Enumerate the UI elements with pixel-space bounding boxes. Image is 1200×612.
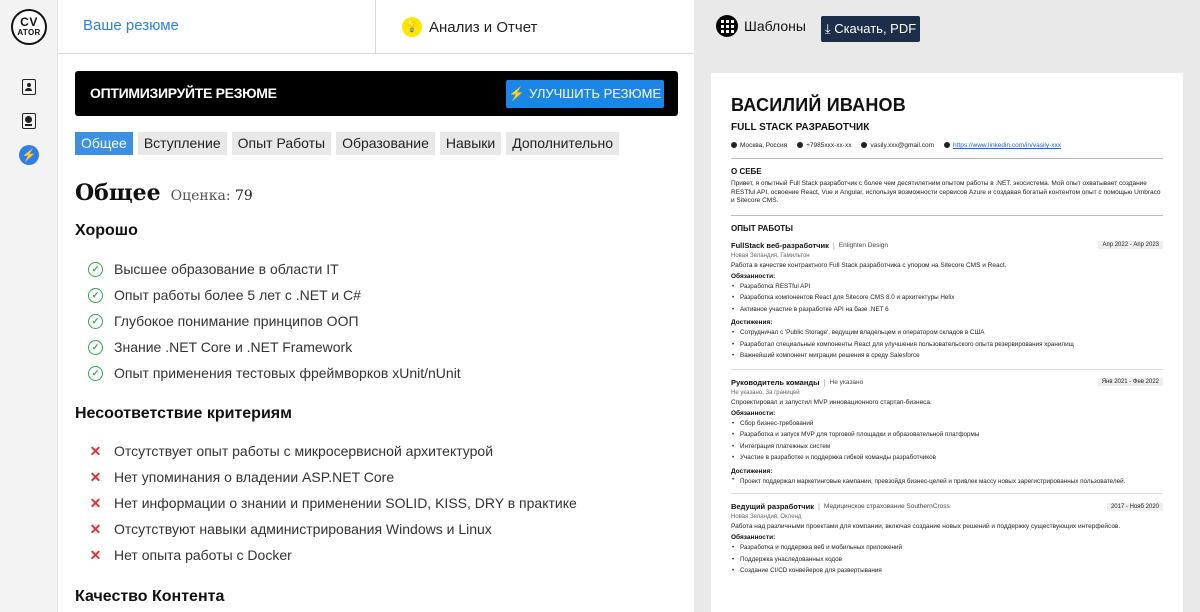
list-item: • Разработка компонентов React для Sitecore CMS 8.0 и архитектуры Helix bbox=[731, 292, 1163, 304]
check-circle-icon: ✓ bbox=[88, 288, 103, 303]
list-item bbox=[88, 542, 577, 568]
section-header bbox=[75, 180, 253, 206]
mismatch-item-text: Отсутствует опыт работы с микросервисной архитектурой bbox=[114, 443, 494, 459]
linkedin-icon bbox=[944, 142, 950, 148]
category-tabs bbox=[75, 132, 619, 156]
job-description: Работа над различными проектами для компании, включая создание новых решений и поддержку существующих интерфейсов. bbox=[731, 523, 1121, 530]
banner-title: ОПТИМИЗИРУЙТЕ РЕЗЮМЕ bbox=[90, 85, 277, 101]
location-icon bbox=[731, 142, 737, 148]
templates-button[interactable] bbox=[716, 15, 806, 37]
good-item-text: Знание .NET Core и .NET Framework bbox=[114, 339, 353, 355]
score-label: Оценка: bbox=[170, 188, 231, 204]
list-item: • Создание CI/CD конвейеров для развертывания bbox=[731, 565, 1163, 577]
cvator-logo[interactable] bbox=[11, 9, 47, 45]
check-circle-icon: ✓ bbox=[88, 314, 103, 329]
job-separator: | bbox=[823, 377, 826, 387]
check-circle-icon: ✓ bbox=[88, 366, 103, 381]
list-item: • Разработка и поддержка веб и мобильных приложений bbox=[731, 542, 1163, 554]
cv-email bbox=[861, 142, 934, 149]
resume-preview bbox=[711, 73, 1183, 612]
list-item bbox=[88, 308, 461, 334]
cv-name: ВАСИЛИЙ ИВАНОВ bbox=[731, 95, 906, 115]
score-value: 79 bbox=[235, 188, 253, 204]
cv-contacts bbox=[731, 142, 1163, 149]
cv-linkedin[interactable] bbox=[944, 142, 1061, 149]
job-duties-label: Обязанности: bbox=[731, 534, 776, 541]
tab-skills[interactable]: Навыки bbox=[440, 132, 501, 155]
preview-panel bbox=[694, 0, 1200, 612]
list-item bbox=[88, 360, 461, 386]
content-quality-heading: Качество Контента bbox=[75, 588, 225, 605]
cv-role: FULL STACK РАЗРАБОТЧИК bbox=[731, 122, 870, 133]
lightbulb-icon: 💡 bbox=[402, 17, 422, 37]
list-item: • Сбор бизнес-требований bbox=[731, 418, 1163, 430]
cross-icon: ✕ bbox=[89, 468, 102, 485]
job-company: Медицинское страхование SouthernCross bbox=[823, 503, 950, 510]
tab-your-resume[interactable]: Ваше резюме bbox=[58, 0, 376, 54]
good-item-text: Опыт применения тестовых фреймворков xUnit/nUnit bbox=[114, 365, 461, 381]
download-icon: ⤓ bbox=[824, 21, 831, 36]
list-item: • Активное участие в разработке API на базе .NET 6 bbox=[731, 304, 1163, 316]
top-tab-bar bbox=[58, 0, 694, 54]
cv-job bbox=[731, 502, 1163, 577]
mismatch-list bbox=[88, 438, 577, 568]
list-item: • Важнейший компонент миграции решения в среду Salesforce bbox=[731, 350, 1163, 362]
good-item-text: Высшее образование в области IT bbox=[114, 261, 339, 277]
job-location: Новая Зеландия, Гамильтон bbox=[731, 252, 810, 259]
list-item bbox=[88, 282, 461, 308]
job-achievements-label: Достижения: bbox=[731, 319, 773, 326]
mismatch-item-text: Нет информации о знании и применении SOLID, KISS, DRY в практике bbox=[114, 495, 577, 511]
cross-icon: ✕ bbox=[89, 442, 102, 459]
good-list bbox=[88, 256, 461, 386]
cv-job bbox=[731, 378, 1163, 495]
list-item bbox=[88, 464, 577, 490]
good-item-text: Глубокое понимание принципов ООП bbox=[114, 313, 359, 329]
list-item: • Интеграция платежных систем bbox=[731, 441, 1163, 453]
tab-general[interactable]: Общее bbox=[75, 132, 133, 155]
job-location: Новая Зеландия, Окленд bbox=[731, 514, 802, 520]
check-circle-icon: ✓ bbox=[88, 262, 103, 277]
divider bbox=[731, 493, 1163, 494]
rail-bolt-button[interactable] bbox=[19, 145, 39, 165]
tab-introduction[interactable]: Вступление bbox=[138, 132, 227, 155]
cv-job bbox=[731, 241, 1163, 370]
tab-analysis-report[interactable] bbox=[376, 0, 694, 54]
list-item bbox=[88, 256, 461, 282]
list-item: • Разработал специальные компоненты React для улучшения пользовательского опыта резервирования хранилищ bbox=[731, 339, 1163, 351]
cross-icon: ✕ bbox=[89, 520, 102, 537]
check-circle-icon: ✓ bbox=[88, 340, 103, 355]
list-item: • Проект поддержал маркетинговые кампании, превзойдя бизнес-целей и привлек массу новых зарегистрированных пользователей. bbox=[731, 476, 1163, 487]
document-icon bbox=[22, 113, 36, 129]
divider bbox=[731, 158, 1163, 159]
list-item bbox=[88, 334, 461, 360]
cv-location-text: Москва, Россия bbox=[740, 142, 788, 149]
phone-icon bbox=[797, 142, 803, 148]
rail-document-button[interactable] bbox=[19, 111, 39, 131]
job-achievements bbox=[731, 327, 1163, 362]
mismatch-item-text: Отсутствуют навыки администрирования Windows и Linux bbox=[114, 521, 492, 537]
job-separator: | bbox=[818, 502, 820, 511]
optimize-banner bbox=[75, 71, 678, 116]
job-duties bbox=[731, 281, 1163, 316]
mismatch-item-text: Нет упоминания о владении ASP.NET Core bbox=[114, 469, 395, 485]
job-header bbox=[731, 378, 1163, 387]
cv-phone-text: +7985xxx-xx-xx bbox=[806, 142, 852, 149]
job-description: Спроектировал и запустил MVP инновационного стартап-бизнеса. bbox=[731, 398, 932, 406]
job-dates: Янв 2021 - Фев 2022 bbox=[1098, 378, 1163, 386]
contact-icon bbox=[22, 79, 36, 95]
job-separator: | bbox=[832, 240, 835, 250]
job-company: Enlighten Design bbox=[838, 241, 888, 249]
improve-resume-button[interactable] bbox=[506, 80, 664, 108]
bolt-icon: ⚡ bbox=[19, 145, 39, 165]
cv-location bbox=[731, 142, 787, 149]
rail-contact-button[interactable] bbox=[19, 77, 39, 97]
cv-email-text: vasily.xxx@gmail.com bbox=[870, 142, 935, 149]
job-duties-label: Обязанности: bbox=[731, 409, 776, 417]
improve-resume-label: УЛУЧШИТЬ РЕЗЮМЕ bbox=[529, 86, 662, 101]
download-label: Скачать, PDF bbox=[834, 21, 917, 36]
cv-experience-heading: ОПЫТ РАБОТЫ bbox=[731, 223, 794, 233]
cross-icon: ✕ bbox=[89, 546, 102, 563]
cv-phone bbox=[797, 142, 851, 149]
job-dates: 2017 - Нояб 2020 bbox=[1107, 503, 1163, 511]
grid-icon bbox=[716, 15, 738, 37]
cv-about-text: Привет, я опытный Full Stack разработчик с более чем десятилетним опытом работы в .NET. экосистема. Мой опыт охватывает создание RESTful API, освоение React, Vue и Angular, используя возможности сервисов Azure и создавая богатый контентом опыт с помощью Umbraco и Sitecore CMS. bbox=[731, 180, 1161, 204]
left-rail bbox=[0, 0, 58, 612]
job-header bbox=[731, 241, 1163, 250]
job-title: Ведущий разработчик bbox=[731, 502, 814, 511]
tab-analysis-label: Анализ и Отчет bbox=[429, 18, 538, 36]
email-icon bbox=[861, 142, 867, 148]
divider bbox=[731, 369, 1163, 370]
section-title: Общее bbox=[75, 180, 161, 206]
bolt-icon: ⚡ bbox=[508, 86, 525, 101]
job-title: FullStack веб-разработчик bbox=[731, 240, 829, 250]
list-item: • Участие в разработке и поддержка гибкой команды разработчиков bbox=[731, 452, 1163, 464]
job-achievements bbox=[731, 476, 1163, 487]
analysis-panel bbox=[58, 54, 694, 612]
score bbox=[171, 188, 253, 204]
job-company: Не указано bbox=[829, 378, 864, 386]
divider bbox=[731, 215, 1163, 216]
list-item bbox=[88, 438, 577, 464]
list-item: • Поддержка унаследованных кодов bbox=[731, 554, 1163, 566]
job-title: Руководитель команды bbox=[731, 377, 820, 387]
tab-work-experience[interactable]: Опыт Работы bbox=[232, 132, 331, 155]
good-item-text: Опыт работы более 5 лет с .NET и C# bbox=[114, 287, 361, 303]
job-duties-label: Обязанности: bbox=[731, 272, 776, 280]
job-duties bbox=[731, 542, 1163, 577]
list-item: • Сотрудничал с 'Public Storage', ведущим владельцем и оператором складов в США bbox=[731, 327, 1163, 339]
job-location: Не указано, За границей bbox=[731, 389, 800, 396]
good-heading: Хорошо bbox=[75, 222, 138, 239]
cross-icon: ✕ bbox=[89, 494, 102, 511]
mismatch-item-text: Нет опыта работы с Docker bbox=[114, 547, 292, 563]
job-header bbox=[731, 502, 1163, 511]
templates-label: Шаблоны bbox=[744, 18, 806, 34]
logo-line2: ATOR bbox=[17, 28, 41, 37]
mismatch-heading: Несоответствие критериям bbox=[75, 405, 292, 422]
list-item: • Разработка и запуск MVP для торговой площадки и образовательной платформы bbox=[731, 429, 1163, 441]
tab-additional[interactable]: Дополнительно bbox=[506, 132, 619, 155]
job-duties bbox=[731, 418, 1163, 464]
list-item bbox=[88, 490, 577, 516]
tab-education[interactable]: Образование bbox=[336, 132, 435, 155]
job-dates: Апр 2022 - Апр 2023 bbox=[1098, 241, 1163, 249]
logo-line1: CV bbox=[20, 15, 38, 29]
cv-linkedin-link[interactable]: https://www.linkedin.com/in/vasily-xxx bbox=[953, 142, 1062, 149]
job-achievements-label: Достижения: bbox=[731, 467, 773, 475]
list-item bbox=[88, 516, 577, 542]
download-pdf-button[interactable] bbox=[821, 16, 920, 42]
job-description: Работа в качестве контрактного Full Stack разработчика с упором на Sitecore CMS и React. bbox=[731, 261, 1007, 269]
list-item: • Разработка RESTful API bbox=[731, 281, 1163, 293]
cv-about-heading: О СЕБЕ bbox=[731, 167, 762, 176]
